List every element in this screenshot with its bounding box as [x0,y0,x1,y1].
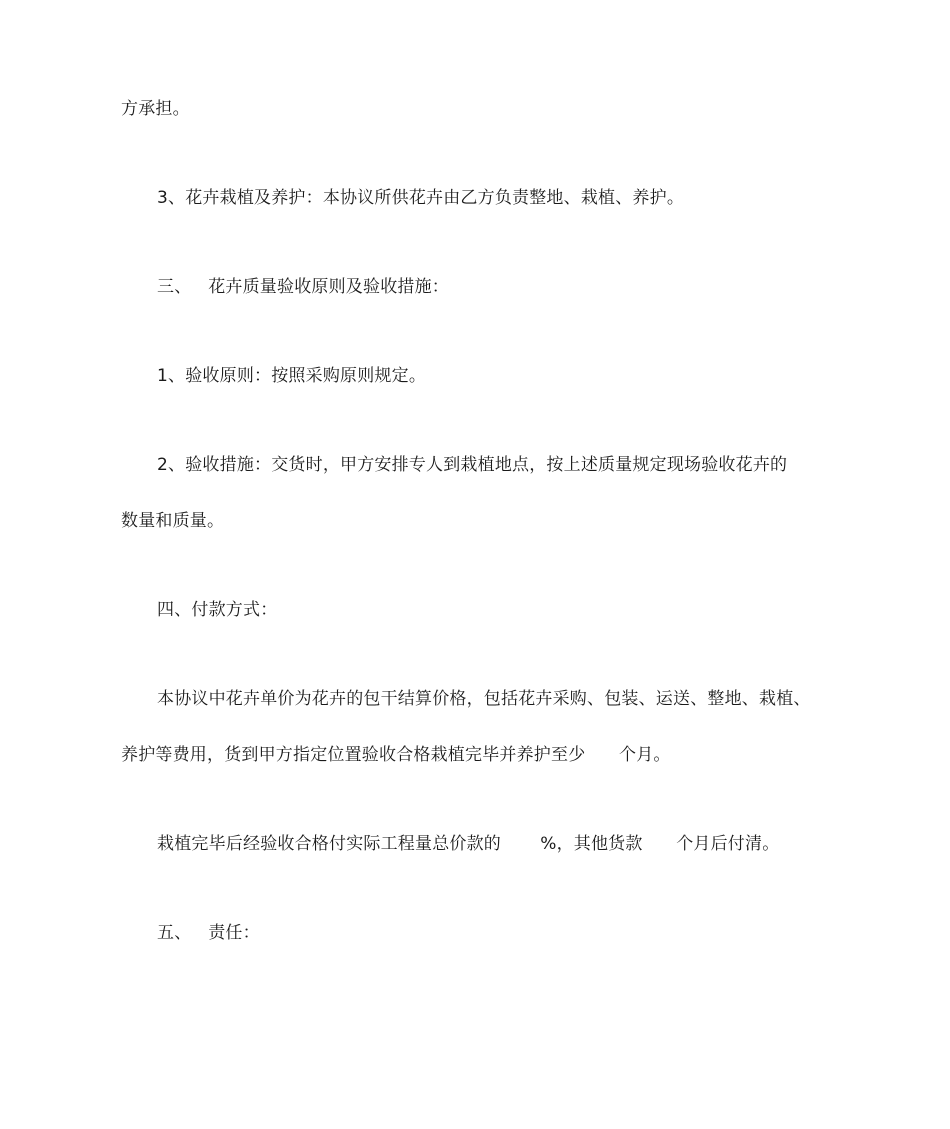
section-4-heading: 四、付款方式： [157,600,278,620]
clause-3-planting-maintenance: 3、花卉栽植及养护：本协议所供花卉由乙方负责整地、栽植、养护。 [157,188,685,208]
payment-paragraph-1: 本协议中花卉单价为花卉的包干结算价格，包括花卉采购、包装、运送、整地、栽植、 [157,689,811,709]
payment-paragraph-1-cont: 养护等费用，货到甲方指定位置验收合格栽植完毕并养护至少 个月。 [121,745,671,765]
section-5-heading: 五、 责任： [157,923,260,943]
payment-paragraph-2: 栽植完毕后经验收合格付实际工程量总价款的 %，其他货款 个月后付清。 [157,834,780,854]
clause-1-acceptance-principle: 1、验收原则：按照采购原则规定。 [157,366,427,386]
text-line-continuation: 方承担。 [121,99,190,119]
clause-2-acceptance-measures: 2、验收措施：交货时，甲方安排专人到栽植地点，按上述质量规定现场验收花卉的 [157,455,788,475]
section-3-heading: 三、 花卉质量验收原则及验收措施： [157,277,450,297]
clause-2-acceptance-measures-cont: 数量和质量。 [121,511,225,531]
